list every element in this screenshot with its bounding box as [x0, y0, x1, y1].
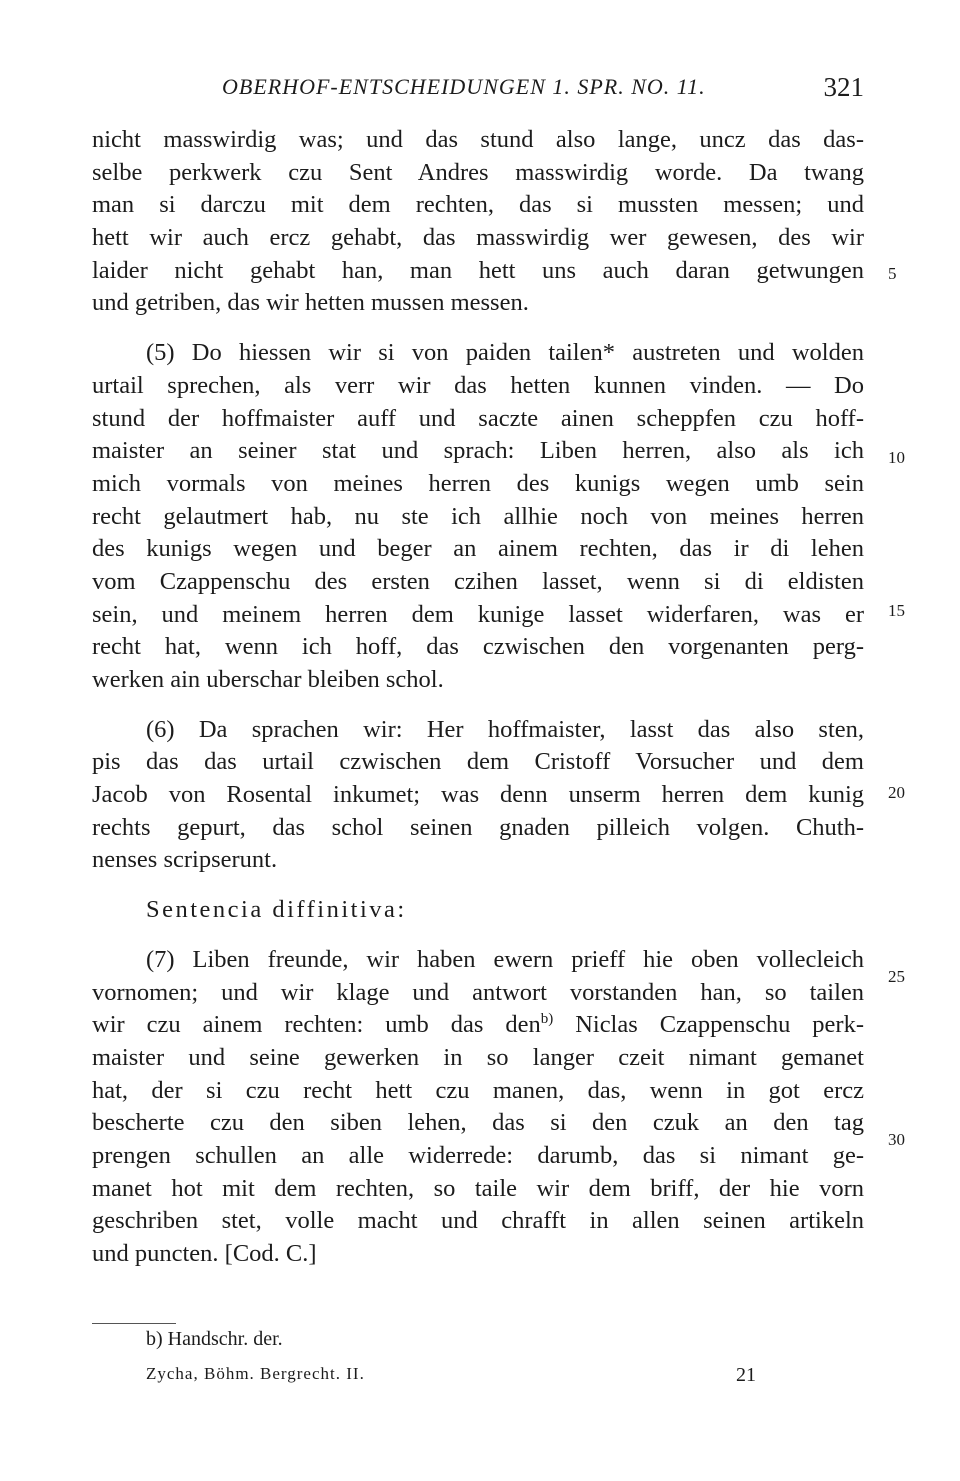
text-line: hat, der si czu recht hett czu manen, das, wenn in got ercz — [92, 1076, 864, 1104]
page-header — [92, 72, 864, 112]
text-line: stund der hoffmaister auff und saczte ainen scheppfen czu hoff- — [92, 404, 864, 432]
text-line: bescherte czu den siben lehen, das si den czuk an den tag — [92, 1109, 864, 1137]
text-line: prengen schullen an alle widerrede: darumb, das si nimant ge- — [92, 1141, 864, 1169]
section-heading: Sentencia diffinitiva: — [146, 896, 407, 924]
footnote: b) Handschr. der. — [146, 1328, 283, 1350]
text-line: maister an seiner stat und sprach: Liben herren, also als ich — [92, 437, 864, 465]
text-line: laider nicht gehabt han, man hett uns auch daran getwungen — [92, 256, 864, 284]
signature-number: 21 — [736, 1364, 756, 1386]
line-number: 25 — [888, 967, 905, 986]
line-number: 10 — [888, 448, 905, 467]
footnote-divider — [92, 1323, 176, 1324]
text-line: (7) Liben freunde, wir haben ewern prieff hie oben vollecleich — [146, 945, 864, 973]
line-number: 15 — [888, 601, 905, 620]
text-line: nicht masswirdig was; und das stund also lange, uncz das das- — [92, 126, 864, 153]
text-segment: wir czu ainem rechten: umb das den — [92, 1011, 541, 1039]
text-line: recht gelautmert hab, nu ste ich allhie noch von meines herren — [92, 502, 864, 530]
text-line: vom Czappenschu des ersten czihen lasset, wenn si di eldisten — [92, 567, 864, 595]
text-line: und getriben, das wir hetten mussen messen. — [92, 289, 529, 317]
text-line: manet hot mit dem rechten, so taile wir dem briff, der hie vorn — [92, 1174, 864, 1202]
text-line: sein, und meinem herren dem kunige lasset widerfaren, was er — [92, 600, 864, 628]
text-line: urtail sprechen, als verr wir das hetten kunnen vinden. — Do — [92, 371, 864, 399]
text-segment: Niclas Czappenschu perk- — [575, 1011, 864, 1039]
running-head: OBERHOF-ENTSCHEIDUNGEN 1. SPR. NO. 11. — [222, 74, 706, 99]
text-line: pis das das urtail czwischen dem Cristoff Vorsucher und dem — [92, 748, 864, 776]
text-line: und puncten. [Cod. C.] — [92, 1240, 317, 1267]
text-line: maister und seine gewerken in so langer czeit nimant gemanet — [92, 1043, 864, 1071]
text-line: geschriben stet, volle macht und chrafft in allen seinen artikeln — [92, 1207, 864, 1235]
footnote-marker: b) — [540, 1011, 554, 1028]
text-line: werken ain uberschar bleiben schol. — [92, 666, 444, 693]
text-line: recht hat, wenn ich hoff, das czwischen den vorgenanten perg- — [92, 633, 864, 661]
page-number: 321 — [823, 72, 864, 102]
text-line: (5) Do hiessen wir si von paiden tailen* austreten und wolden — [146, 339, 864, 367]
text-line: mich vormals von meines herren des kunigs wegen umb sein — [92, 469, 864, 497]
body-text — [92, 124, 864, 1271]
line-number: 20 — [888, 783, 905, 802]
text-line: hett wir auch ercz gehabt, das masswirdig wer gewesen, des wir — [92, 224, 864, 252]
text-line: man si darczu mit dem rechten, das si mussten messen; und — [92, 191, 864, 219]
line-number: 30 — [888, 1130, 905, 1149]
page-footer — [146, 1364, 756, 1394]
line-number: 5 — [888, 264, 897, 283]
text-line: selbe perkwerk czu Sent Andres masswirdig worde. Da twang — [92, 158, 864, 186]
text-line: nenses scripserunt. — [92, 846, 278, 874]
printer-signature: Zycha, Böhm. Bergrecht. II. — [146, 1364, 365, 1383]
text-line: Jacob von Rosental inkumet; was denn unserm herren dem kunig — [92, 781, 864, 809]
text-line — [92, 1009, 864, 1042]
text-line: rechts gepurt, das schol seinen gnaden pilleich volgen. Chuth- — [92, 813, 864, 841]
text-line: (6) Da sprachen wir: Her hoffmaister, lasst das also sten, — [146, 715, 864, 743]
text-line: vornomen; und wir klage und antwort vorstanden han, so tailen — [92, 978, 864, 1006]
text-line: des kunigs wegen und beger an ainem rechten, das ir di lehen — [92, 535, 864, 563]
